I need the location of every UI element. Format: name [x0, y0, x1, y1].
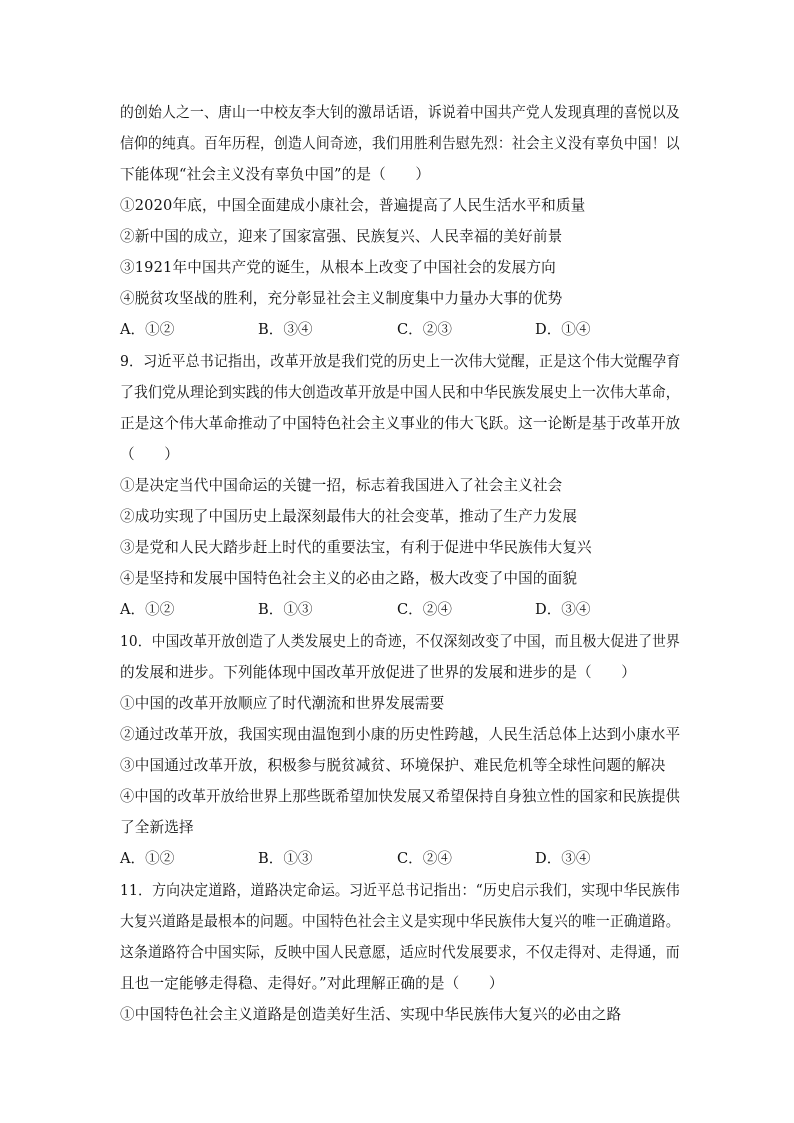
q9-statement-3: ③是党和人民大踏步赶上时代的重要法宝，有利于促进中华民族伟大复兴: [120, 539, 592, 556]
q9-statement-1: ①是决定当代中国命运的关键一招，标志着我国进入了社会主义社会: [120, 477, 563, 494]
q9-statement-4: ④是坚持和发展中国特色社会主义的必由之路，极大改变了中国的面貌: [120, 570, 578, 587]
q9-option-d: D．③④: [535, 601, 591, 618]
q8-statement-4: ④脱贫攻坚战的胜利，充分彰显社会主义制度集中力量办大事的优势: [120, 290, 563, 307]
q10-option-b: B．①③: [258, 850, 313, 867]
q8-stem-line-2: 信仰的纯真。百年历程，创造人间奇迹，我们用胜利告慰先烈：社会主义没有辜负中国！以: [120, 135, 680, 152]
q9-stem-line-3: 正是这个伟大革命推动了中国特色社会主义事业的伟大飞跃。这一论断是基于改革开放: [120, 415, 681, 432]
q8-statement-2: ②新中国的成立，迎来了国家富强、民族复兴、人民幸福的美好前景: [120, 228, 563, 245]
q11-stem-line-4: 且也一定能够走得稳、走得好。”对此理解正确的是（ ）: [120, 975, 504, 992]
q11-stem-line-3: 这条道路符合中国实际，反映中国人民意愿，适应时代发展要求，不仅走得对、走得通，而: [120, 944, 680, 961]
q8-statement-3: ③1921年中国共产党的诞生，从根本上改变了中国社会的发展方向: [120, 259, 556, 276]
q8-stem-line-3: 下能体现“社会主义没有辜负中国”的是（ ）: [120, 166, 431, 183]
q8-option-c: C．②③: [397, 321, 452, 338]
q9-stem-line-4: （ ）: [120, 446, 179, 463]
q10-option-d: D．③④: [535, 850, 591, 867]
q8-stem-line-1: 的创始人之一、唐山一中校友李大钊的激昂话语，诉说着中国共产党人发现真理的喜悦以及: [120, 104, 680, 121]
q11-statement-1: ①中国特色社会主义道路是创造美好生活、实现中华民族伟大复兴的必由之路: [120, 1006, 622, 1023]
q8-option-a: A．①②: [120, 321, 175, 338]
q9-option-a: A．①②: [120, 601, 175, 618]
q10-stem-line-1: 10．中国改革开放创造了人类发展史上的奇迹，不仅深刻改变了中国，而且极大促进了世界: [120, 633, 680, 650]
q10-stem-line-2: 的发展和进步。下列能体现中国改革开放促进了世界的发展和进步的是（ ）: [120, 664, 637, 681]
q9-stem-line-2: 了我们党从理论到实践的伟大创造改革开放是中国人民和中华民族发展史上一次伟大革命，: [120, 384, 680, 401]
q10-statement-4: ④中国的改革开放给世界上那些既希望加快发展又希望保持自身独立性的国家和民族提供: [120, 788, 681, 805]
q10-statement-2: ②通过改革开放，我国实现由温饱到小康的历史性跨越，人民生活总体上达到小康水平: [120, 726, 681, 743]
q10-option-c: C．②④: [397, 850, 452, 867]
q10-option-a: A．①②: [120, 850, 175, 867]
q8-option-b: B．③④: [258, 321, 313, 338]
q9-option-c: C．②④: [397, 601, 452, 618]
q11-stem-line-2: 大复兴道路是最根本的问题。中国特色社会主义是实现中华民族伟大复兴的唯一正确道路。: [120, 913, 680, 930]
q10-statement-4-cont: 了全新选择: [120, 819, 194, 836]
q10-statement-3: ③中国通过改革开放，积极参与脱贫减贫、环境保护、难民危机等全球性问题的解决: [120, 757, 666, 774]
q8-option-d: D．①④: [535, 321, 591, 338]
q11-stem-line-1: 11．方向决定道路，道路决定命运。习近平总书记指出：“历史启示我们，实现中华民族伟: [120, 882, 680, 899]
q10-statement-1: ①中国的改革开放顺应了时代潮流和世界发展需要: [120, 695, 445, 712]
q9-stem-line-1: 9．习近平总书记指出，改革开放是我们党的历史上一次伟大觉醒，正是这个伟大觉醒孕育: [120, 353, 681, 370]
q9-option-b: B．①③: [258, 601, 313, 618]
q8-statement-1: ①2020年底，中国全面建成小康社会，普遍提高了人民生活水平和质量: [120, 197, 586, 214]
q9-statement-2: ②成功实现了中国历史上最深刻最伟大的社会变革，推动了生产力发展: [120, 508, 578, 525]
